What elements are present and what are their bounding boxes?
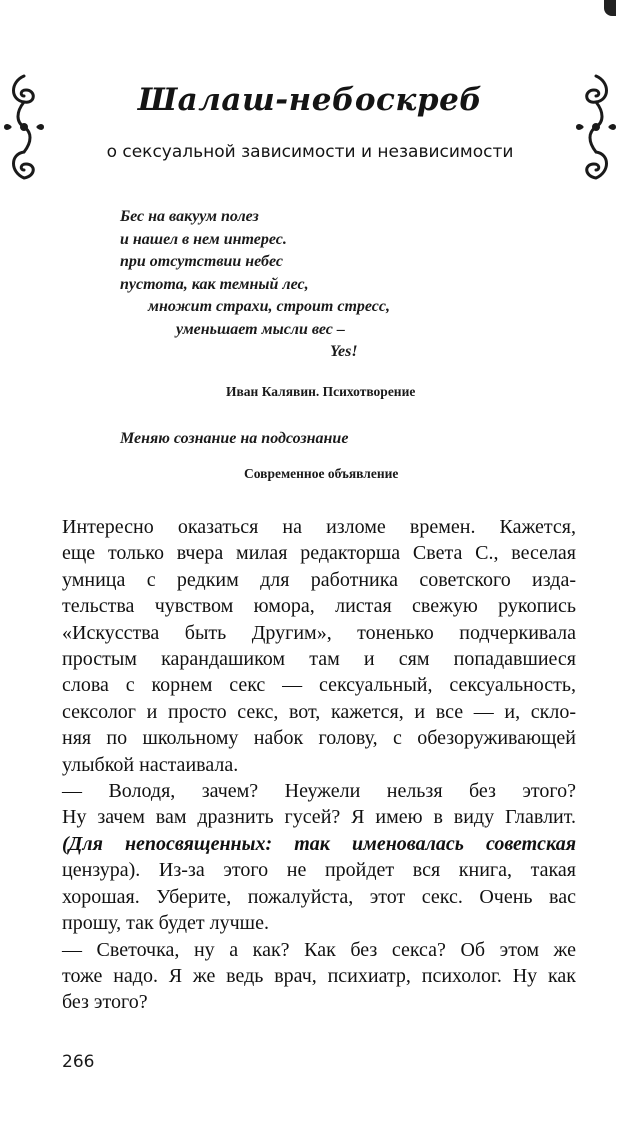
epigraph-line: при отсутствии небес <box>120 253 284 270</box>
page-number: 266 <box>62 1052 95 1072</box>
text-line: простым карандашиком там и сям попадавшиеся <box>62 648 576 671</box>
epigraph-line: Yes! <box>330 343 358 360</box>
epigraph-attribution: Современное объявление <box>244 466 399 481</box>
epigraph-line: Бес на вакуум полез <box>120 208 259 225</box>
text-line: цензура). Из-за этого не пройдет вся книга, такая <box>62 859 576 882</box>
text-line: еще только вчера милая редакторша Света С., веселая <box>62 542 576 565</box>
chapter-subtitle: о сексуальной зависимости и независимости <box>106 142 514 162</box>
text-line: тельства чувством юмора, листая свежую рукопись <box>62 595 576 618</box>
epigraph-line: пустота, как темный лес, <box>120 275 309 293</box>
text-line: улыбкой настаивала. <box>62 753 239 776</box>
scroll-ornament-icon <box>2 72 46 182</box>
text-line: «Искусства быть Другим», тоненько подчеркивала <box>62 621 576 644</box>
scroll-ornament-icon <box>574 72 618 182</box>
epigraph-attribution: Иван Калявин. Психотворение <box>226 384 416 399</box>
text-line: прошу, так будет лучше. <box>62 912 269 935</box>
text-line: слова с корнем секс — сексуальный, сексуальность, <box>62 674 576 697</box>
text-line: (Для непосвященных: так именовалась советская <box>62 832 576 855</box>
text-line: умница с редким для работника советского изда- <box>62 568 576 591</box>
text-line: без этого? <box>62 991 148 1014</box>
epigraph-line: и нашел в нем интерес. <box>120 230 287 248</box>
text-line: тоже надо. Я же ведь врач, психиатр, психолог. Ну как <box>62 964 576 987</box>
text-line: Интересно оказаться на изломе времен. Кажется, <box>62 516 576 538</box>
epigraph-line: множит страхи, строит стресс, <box>148 298 390 315</box>
text-line: Ну зачем вам дразнить гусей? Я имею в виду Главлит. <box>62 806 576 829</box>
text-line: хорошая. Уберите, пожалуйста, этот секс. Очень вас <box>62 885 576 908</box>
epigraph-line: уменьшает мысли вес – <box>176 320 345 338</box>
epigraph-poem <box>120 206 540 364</box>
text-line: — Светочка, ну а как? Как без секса? Об этом же <box>62 938 576 961</box>
text-line: — Володя, зачем? Неужели нельзя без этого? <box>62 780 576 803</box>
text-line: сексолог и просто секс, вот, кажется, и все — и, скло- <box>62 700 576 723</box>
chapter-title: Шалаш-небоскреб <box>137 82 483 118</box>
page-corner-mark <box>604 0 616 16</box>
body-text <box>62 514 576 1016</box>
text-line: няя по школьному набок голову, с обезоруживающей <box>62 727 576 750</box>
epigraph-quote: Меняю сознание на подсознание <box>120 430 349 447</box>
